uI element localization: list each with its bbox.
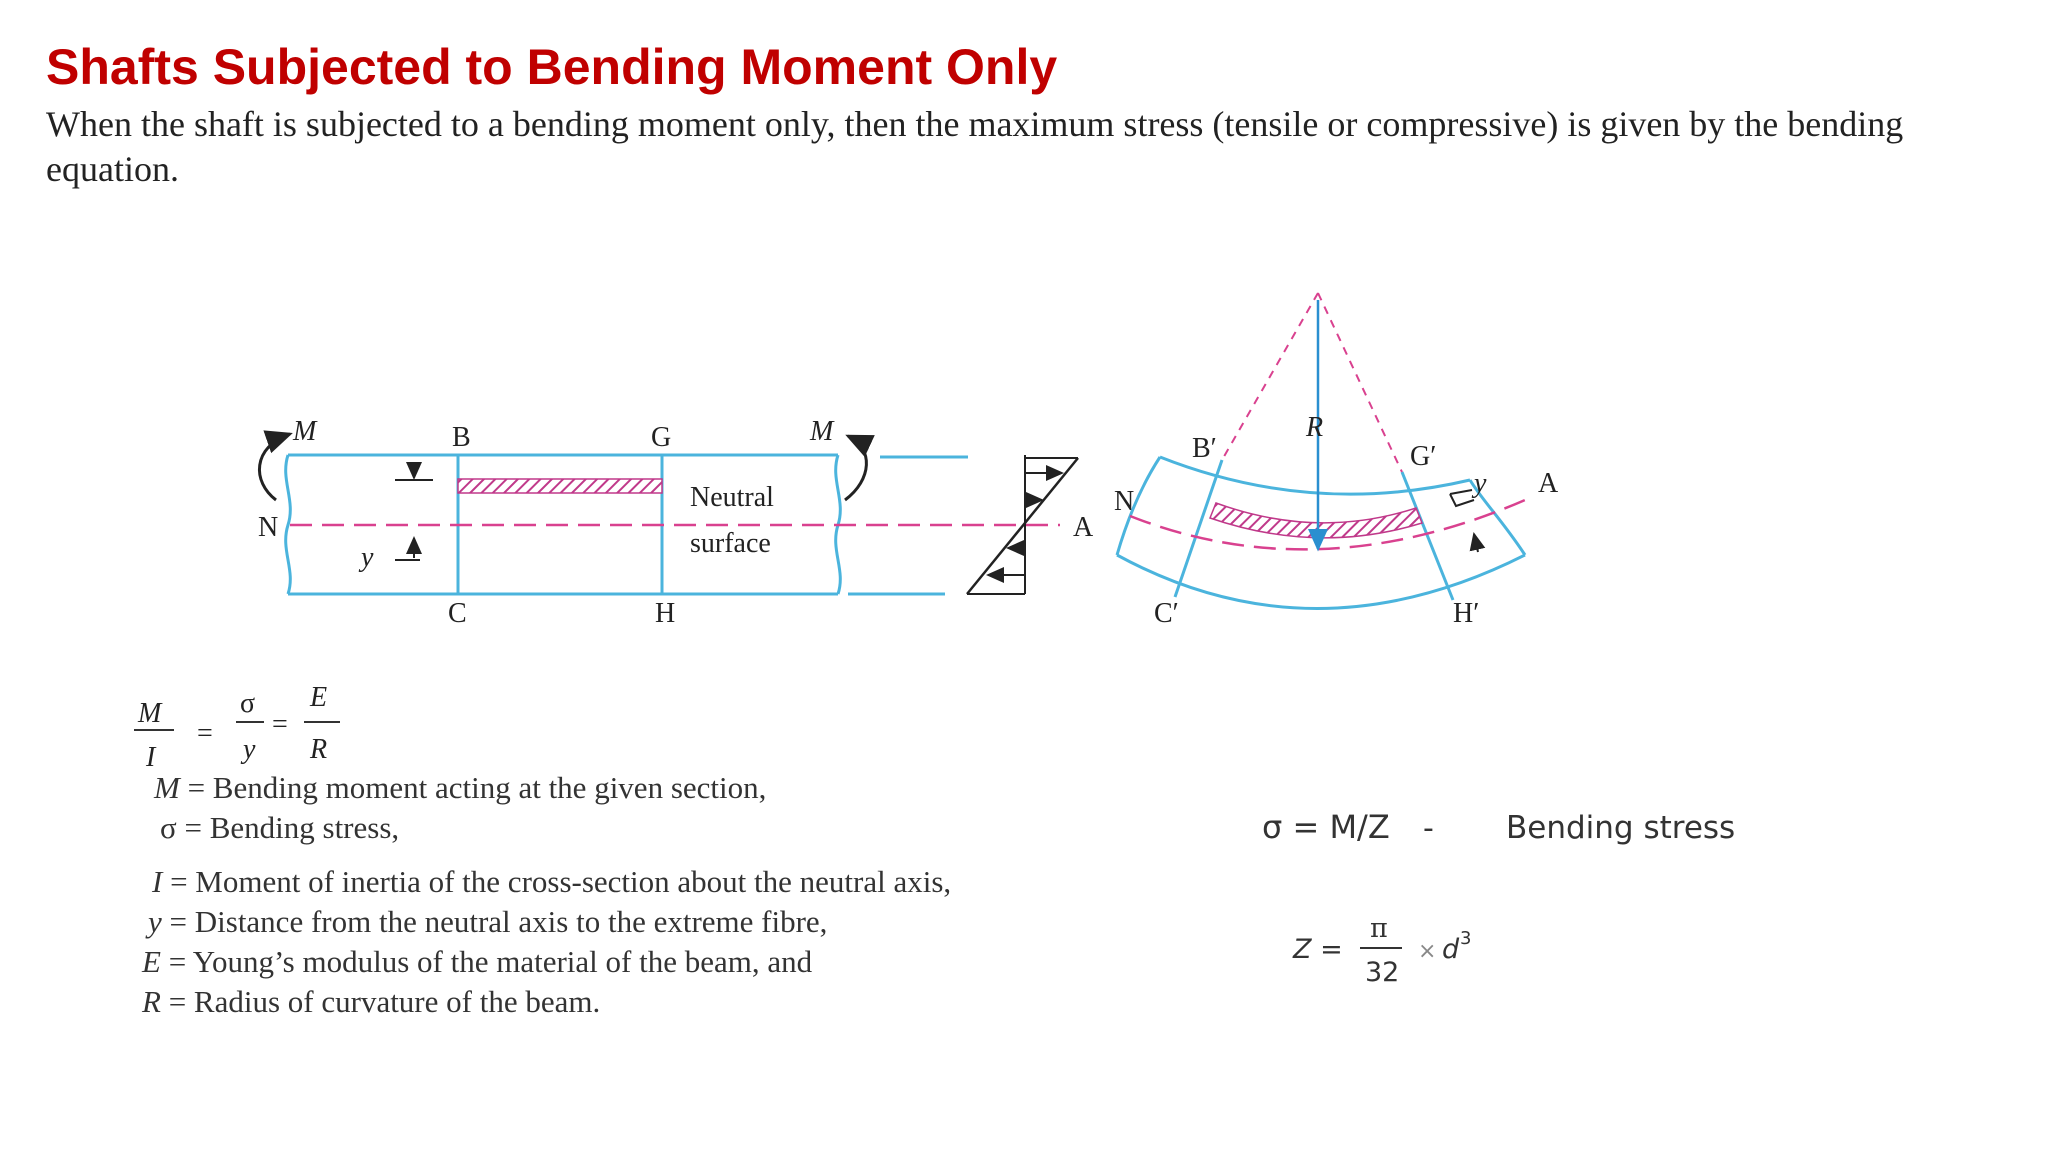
definition-row: [148, 904, 827, 940]
hatched-layer: [458, 479, 662, 493]
z-numerator: π: [1370, 913, 1388, 944]
z-times: ×: [1418, 939, 1437, 964]
bent-y-label: y: [1474, 468, 1487, 499]
section-modulus-formula: [1292, 913, 1471, 988]
neutral-label-line2: surface: [690, 528, 771, 559]
definition-row: [154, 770, 766, 806]
definition-text: = Distance from the neutral axis to the extreme fibre,: [161, 904, 828, 939]
definition-text: = Bending moment acting at the given section,: [179, 770, 767, 805]
bent-point-n-label: N: [1114, 486, 1135, 517]
eq-sigma: σ: [240, 688, 256, 719]
bent-point-c-label: C′: [1154, 598, 1179, 629]
bending-equation: [134, 682, 340, 773]
eq-e: E: [310, 682, 328, 713]
z-exp: 3: [1460, 928, 1472, 949]
bent-point-g-label: G′: [1410, 441, 1437, 472]
z-d: d: [1442, 934, 1460, 965]
bent-hatched-layer: [1210, 503, 1422, 538]
eq-r: R: [310, 734, 328, 765]
bent-point-a-label: A: [1538, 468, 1559, 499]
z-lhs: Z =: [1293, 934, 1343, 965]
definition-symbol: y: [148, 904, 162, 939]
point-a-label: A: [1073, 512, 1094, 543]
y-dimension-label: y: [361, 542, 374, 573]
definition-symbol: M: [154, 770, 180, 805]
definition-text: = Moment of inertia of the cross-section about the neutral axis,: [162, 864, 952, 899]
definition-symbol: R: [142, 984, 161, 1019]
moment-label-right: M: [810, 416, 834, 447]
straight-beam: [258, 416, 1094, 629]
eq-equals-1: =: [197, 718, 213, 749]
definition-symbol: E: [142, 944, 161, 979]
definition-text: = Radius of curvature of the beam.: [160, 984, 601, 1019]
neutral-label-line1: Neutral: [690, 482, 774, 513]
stress-formula-label: Bending stress: [1506, 810, 1736, 846]
eq-equals-2: =: [272, 709, 288, 740]
definition-symbol: σ: [160, 810, 177, 845]
definition-row: [142, 984, 600, 1020]
definition-row: [152, 864, 951, 900]
bent-beam: [1114, 293, 1559, 629]
definition-text: = Young’s modulus of the material of the beam, and: [160, 944, 813, 979]
right-moment-arrow: [845, 436, 866, 500]
eq-i: I: [146, 742, 156, 773]
bent-point-h-label: H′: [1453, 598, 1480, 629]
page-title: Shafts Subjected to Bending Moment Only: [46, 39, 1058, 95]
bent-point-b-label: B′: [1192, 433, 1217, 464]
point-b-label: B: [452, 422, 471, 453]
point-c-label: C: [448, 598, 467, 629]
point-h-label: H: [655, 598, 676, 629]
stress-formula: [1262, 808, 1735, 846]
definition-symbol: I: [152, 864, 163, 899]
definition-text: = Bending stress,: [176, 810, 400, 845]
radius-label: R: [1306, 412, 1324, 443]
point-g-label: G: [651, 422, 672, 453]
point-n-label: N: [258, 512, 279, 543]
stress-formula-dash: -: [1423, 811, 1434, 846]
eq-y: y: [243, 734, 256, 765]
eq-m: M: [138, 698, 162, 729]
definition-row: [160, 810, 399, 846]
definition-row: [142, 944, 812, 980]
z-denominator: 32: [1365, 957, 1400, 988]
stress-formula-expr: σ = M/Z: [1262, 808, 1390, 846]
moment-label-left: M: [293, 416, 317, 447]
intro-paragraph: When the shaft is subjected to a bending moment only, then the maximum stress (tensile or compressive) is given by the bending equation.: [46, 104, 1904, 189]
